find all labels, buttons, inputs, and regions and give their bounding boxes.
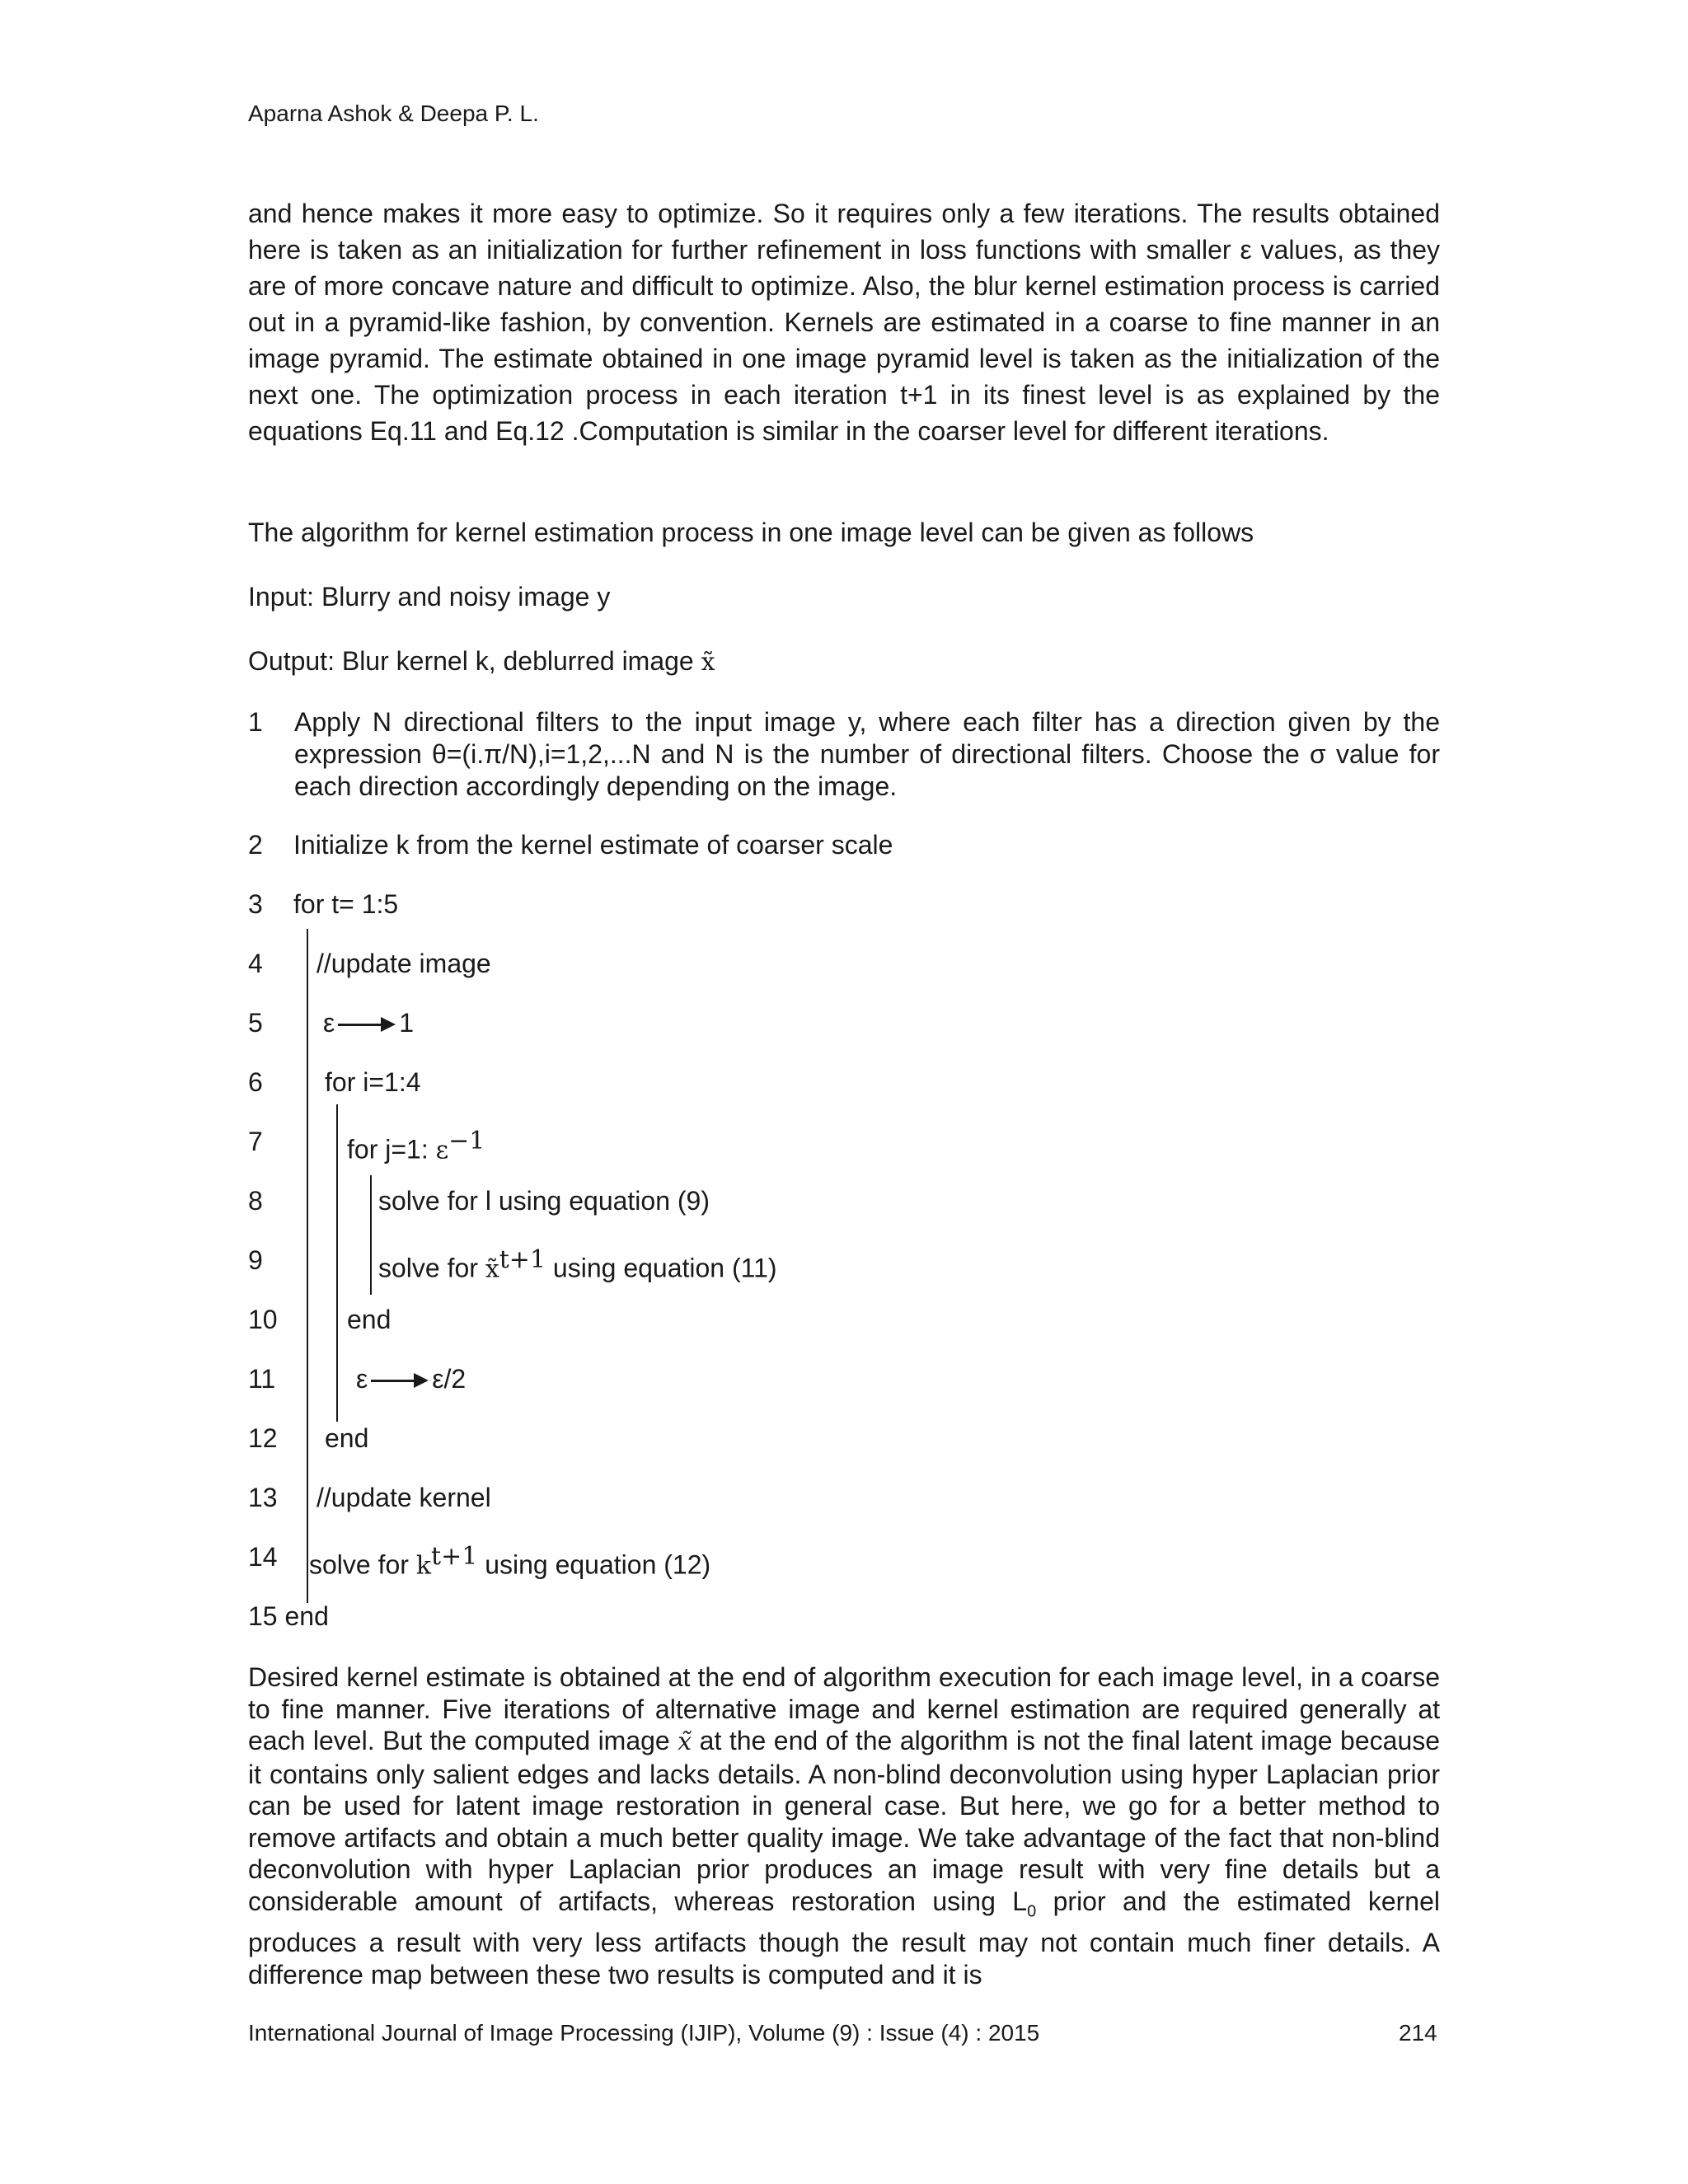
for-j-label: for j=1: (347, 1134, 429, 1165)
step-number-10: 10 (248, 1305, 278, 1334)
closing-paragraph (248, 1661, 1440, 1990)
step-number-11: 11 (248, 1364, 276, 1394)
step-number-13: 13 (248, 1483, 278, 1512)
step-7-text (347, 1127, 485, 1165)
closing-part-1: Desired kernel estimate is obtained at the end of algorithm execution for each image level, in a coarse to fine manner. Five iterations of alternative image and kernel estimation are required generally at each level. But the computed image (248, 1662, 1440, 1755)
step-number-3: 3 (248, 889, 263, 919)
epsilon-symbol: ε (356, 1364, 368, 1394)
assigned-value: ε/2 (432, 1364, 467, 1394)
step-2-text: Initialize k from the kernel estimate of coarser scale (293, 830, 893, 860)
step-number-7: 7 (248, 1127, 263, 1156)
algorithm-intro: The algorithm for kernel estimation process in one image level can be given as follows (248, 518, 1254, 547)
step-number-4: 4 (248, 949, 263, 978)
x-tilde-symbol: x̃ (678, 1727, 692, 1756)
equation-reference: using equation (12) (485, 1549, 711, 1580)
solve-for-label: solve for (309, 1549, 409, 1580)
input-line: Input: Blurry and noisy image y (248, 582, 611, 612)
epsilon-exponent: −1 (448, 1127, 485, 1155)
equation-reference: using equation (11) (552, 1253, 777, 1283)
closing-part-3: prior and the estimated kernel produces a result with very less artifacts though the result may not contain much finer details. A difference map between these two results is computed and it is (248, 1886, 1441, 1990)
x-tilde-symbol: x̃ (485, 1254, 499, 1284)
step-number-6: 6 (248, 1067, 263, 1097)
page-number: 214 (1399, 2020, 1437, 2046)
running-header: Aparna Ashok & Deepa P. L. (248, 101, 539, 126)
step-14-text (309, 1542, 710, 1581)
step-10-text: end (347, 1305, 392, 1334)
outer-loop-bar (307, 929, 308, 1603)
right-arrow-icon (371, 1380, 429, 1383)
step-number-5: 5 (248, 1008, 263, 1038)
subscript: 0 (1027, 1901, 1037, 1920)
step-number-14: 14 (248, 1542, 278, 1572)
k-symbol: k (415, 1551, 432, 1581)
step-3-text: for t= 1:5 (293, 889, 399, 919)
step-4-text: //update image (316, 949, 491, 978)
step-8-text: solve for l using equation (9) (378, 1186, 710, 1216)
journal-footer: International Journal of Image Processing (IJIP), Volume (9) : Issue (4) : 2015 (248, 2020, 1040, 2046)
i-loop-bar (336, 1104, 338, 1422)
step-text: Apply N directional filters to the input image y, where each filter has a direction given by the expression θ=(i.π/N),i=1,2,...N and N is the number of directional filters. Choose the σ value for each direction accordingly depending on the image. (294, 707, 1440, 801)
intro-paragraph: and hence makes it more easy to optimize. So it requires only a few iterations. The results obtained here is taken as an initialization for further refinement in loss functions with smaller ε values, as they are of more concave nature and difficult to optimize. Also, the blur kernel estimation process is carried out in a pyramid-like fashion, by convention. Kernels are estimated in a coarse to fine manner in an image pyramid. The estimate obtained in one image pyramid level is taken as the initialization of the next one. The optimization process in each iteration t+1 in its finest level is as explained by the equations Eq.11 and Eq.12 .Computation is similar in the coarser level for different iterations. (248, 199, 1440, 446)
step-number-2: 2 (248, 830, 263, 860)
step-number-9: 9 (248, 1245, 263, 1275)
step-15-text: 15 end (248, 1601, 329, 1631)
step-number: 1 (248, 707, 263, 737)
output-symbol: x̃ (701, 648, 715, 677)
step-number-12: 12 (248, 1423, 278, 1453)
right-arrow-icon (338, 1024, 396, 1027)
step-12-text: end (325, 1423, 369, 1453)
step-9-text (378, 1245, 777, 1284)
output-text: Output: Blur kernel k, deblurred image (248, 646, 694, 676)
superscript: t+1 (431, 1542, 478, 1571)
algorithm-step-1 (248, 706, 1440, 803)
step-6-text: for i=1:4 (325, 1067, 421, 1097)
step-5-assignment (323, 1008, 414, 1038)
closing-part-2: at the end of the algorithm is not the final latent image because it contains only salient edges and lacks details. A non-blind deconvolution using hyper Laplacian prior can be used for latent image restoration in general case. But here, we go for a better method to remove artifacts and obtain a much better quality image. We take advantage of the fact that non-blind deconvolution with hyper Laplacian prior produces an image result with very fine details but a considerable amount of artifacts, whereas restoration using L (248, 1726, 1441, 1916)
superscript: t+1 (499, 1245, 546, 1274)
step-13-text: //update kernel (316, 1483, 491, 1512)
assigned-value: 1 (399, 1008, 415, 1038)
step-11-assignment (356, 1364, 466, 1394)
epsilon-symbol: ε (323, 1008, 335, 1038)
j-loop-bar (370, 1175, 372, 1295)
solve-for-label: solve for (378, 1253, 478, 1283)
step-number-8: 8 (248, 1186, 263, 1216)
output-line (248, 646, 715, 677)
epsilon-math: ε (435, 1136, 449, 1165)
